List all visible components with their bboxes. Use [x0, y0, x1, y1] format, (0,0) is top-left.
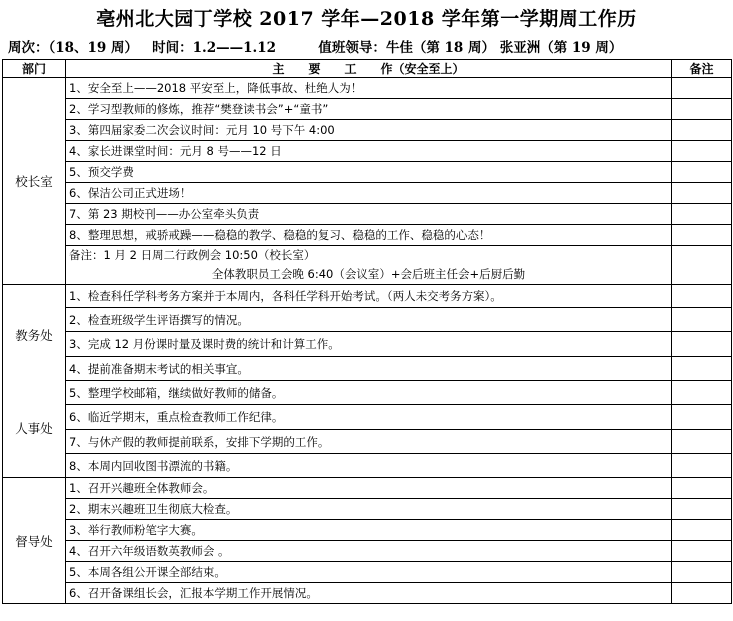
remark-cell: [672, 141, 732, 162]
principal-note: [66, 246, 672, 285]
schedule-info: [8, 36, 622, 56]
header-remark: 备注: [672, 60, 732, 78]
remark-cell: [672, 332, 732, 357]
task-item: 8、整理思想，戒骄戒躁——稳稳的教学、稳稳的复习、稳稳的工作、稳稳的心态！: [66, 225, 672, 246]
table-row: [3, 583, 732, 604]
remark-cell: [672, 308, 732, 332]
dept-principal-office: 校长室: [3, 78, 66, 285]
remark-cell: [672, 204, 732, 225]
table-row: [3, 78, 732, 99]
remark-cell: [672, 183, 732, 204]
table-row: [3, 225, 732, 246]
dept-academic-affairs: 教务处: [15, 327, 53, 343]
week-number: 周次：（18、19 周）: [8, 40, 139, 56]
table-header-row: [3, 60, 732, 78]
table-row: [3, 562, 732, 583]
task-item: 5、预交学费: [66, 162, 672, 183]
table-row: [3, 285, 732, 308]
task-item: 3、第四届家委二次会议时间：元月 10 号下午 4:00: [66, 120, 672, 141]
table-row: [3, 520, 732, 541]
remark-cell: [672, 381, 732, 405]
remark-cell: [672, 562, 732, 583]
task-item: 4、家长进课堂时间：元月 8 号——12 日: [66, 141, 672, 162]
task-item: 5、本周各组公开课全部结束。: [66, 562, 672, 583]
remark-cell: [672, 520, 732, 541]
date-range: 时间：1.2——1.12: [152, 40, 277, 56]
task-item: 8、本周内回收图书漂流的书籍。: [66, 454, 672, 478]
task-item: 2、学习型教师的修炼，推荐“樊登读书会”+“童书”: [66, 99, 672, 120]
table-row: [3, 478, 732, 499]
table-row: [3, 120, 732, 141]
remark-cell: [672, 225, 732, 246]
task-item: 1、检查科任学科考务方案并于本周内，各科任学科开始考试。（两人未交考务方案）。: [66, 285, 672, 308]
table-row: [3, 162, 732, 183]
remark-cell: [672, 162, 732, 183]
remark-cell: [672, 357, 732, 381]
work-schedule-table: [2, 59, 732, 604]
table-row: [3, 332, 732, 357]
table-row: [3, 541, 732, 562]
remark-cell: [672, 454, 732, 478]
task-item: 7、第 23 期校刊——办公室牵头负责: [66, 204, 672, 225]
table-row: [3, 141, 732, 162]
table-row: [3, 430, 732, 454]
note-line: 全体教职员工会晚 6:40（会议室）+会后班主任会+后厨后勤: [211, 267, 526, 281]
task-item: 3、举行教师粉笔字大赛。: [66, 520, 672, 541]
task-item: 7、与休产假的教师提前联系，安排下学期的工作。: [66, 430, 672, 454]
header-dept: 部门: [3, 60, 66, 78]
task-item: 6、临近学期末，重点检查教师工作纪律。: [66, 405, 672, 430]
remark-cell: [672, 541, 732, 562]
table-row: [3, 357, 732, 381]
remark-cell: [672, 246, 732, 285]
remark-cell: [672, 120, 732, 141]
table-row: [3, 204, 732, 225]
note-line: 备注：1 月 2 日周二行政例会 10:50（校长室）: [69, 248, 316, 262]
table-row: [3, 99, 732, 120]
remark-cell: [672, 499, 732, 520]
table-row: [3, 381, 732, 405]
task-item: 2、检查班级学生评语撰写的情况。: [66, 308, 672, 332]
table-row: [3, 405, 732, 430]
task-item: 6、保洁公司正式进场！: [66, 183, 672, 204]
remark-cell: [672, 285, 732, 308]
page-title: 亳州北大园丁学校 2017 学年—2018 学年第一学期周工作历: [96, 8, 637, 30]
task-item: 3、完成 12 月份课时量及课时费的统计和计算工作。: [66, 332, 672, 357]
dept-human-resources: 人事处: [15, 420, 53, 436]
remark-cell: [672, 430, 732, 454]
header-work: 主 要 工 作（安全至上）: [66, 60, 672, 78]
task-item: 5、整理学校邮箱，继续做好教师的储备。: [66, 381, 672, 405]
table-row: [3, 183, 732, 204]
table-row: [3, 499, 732, 520]
dept-supervision: 督导处: [3, 478, 66, 604]
task-item: 6、召开备课组长会，汇报本学期工作开展情况。: [66, 583, 672, 604]
task-item: 4、召开六年级语数英教师会 。: [66, 541, 672, 562]
remark-cell: [672, 583, 732, 604]
dept-academic-hr: [3, 285, 66, 478]
duty-leaders: 值班领导：牛佳（第 18 周） 张亚洲（第 19 周）: [318, 40, 623, 56]
task-item: 1、召开兴趣班全体教师会。: [66, 478, 672, 499]
table-row: [3, 246, 732, 285]
table-row: [3, 454, 732, 478]
remark-cell: [672, 99, 732, 120]
table-row: [3, 308, 732, 332]
remark-cell: [672, 405, 732, 430]
task-item: 4、提前准备期末考试的相关事宜。: [66, 357, 672, 381]
remark-cell: [672, 78, 732, 99]
task-item: 1、安全至上——2018 平安至上，降低事故、杜绝人为！: [66, 78, 672, 99]
remark-cell: [672, 478, 732, 499]
task-item: 2、期末兴趣班卫生彻底大检查。: [66, 499, 672, 520]
